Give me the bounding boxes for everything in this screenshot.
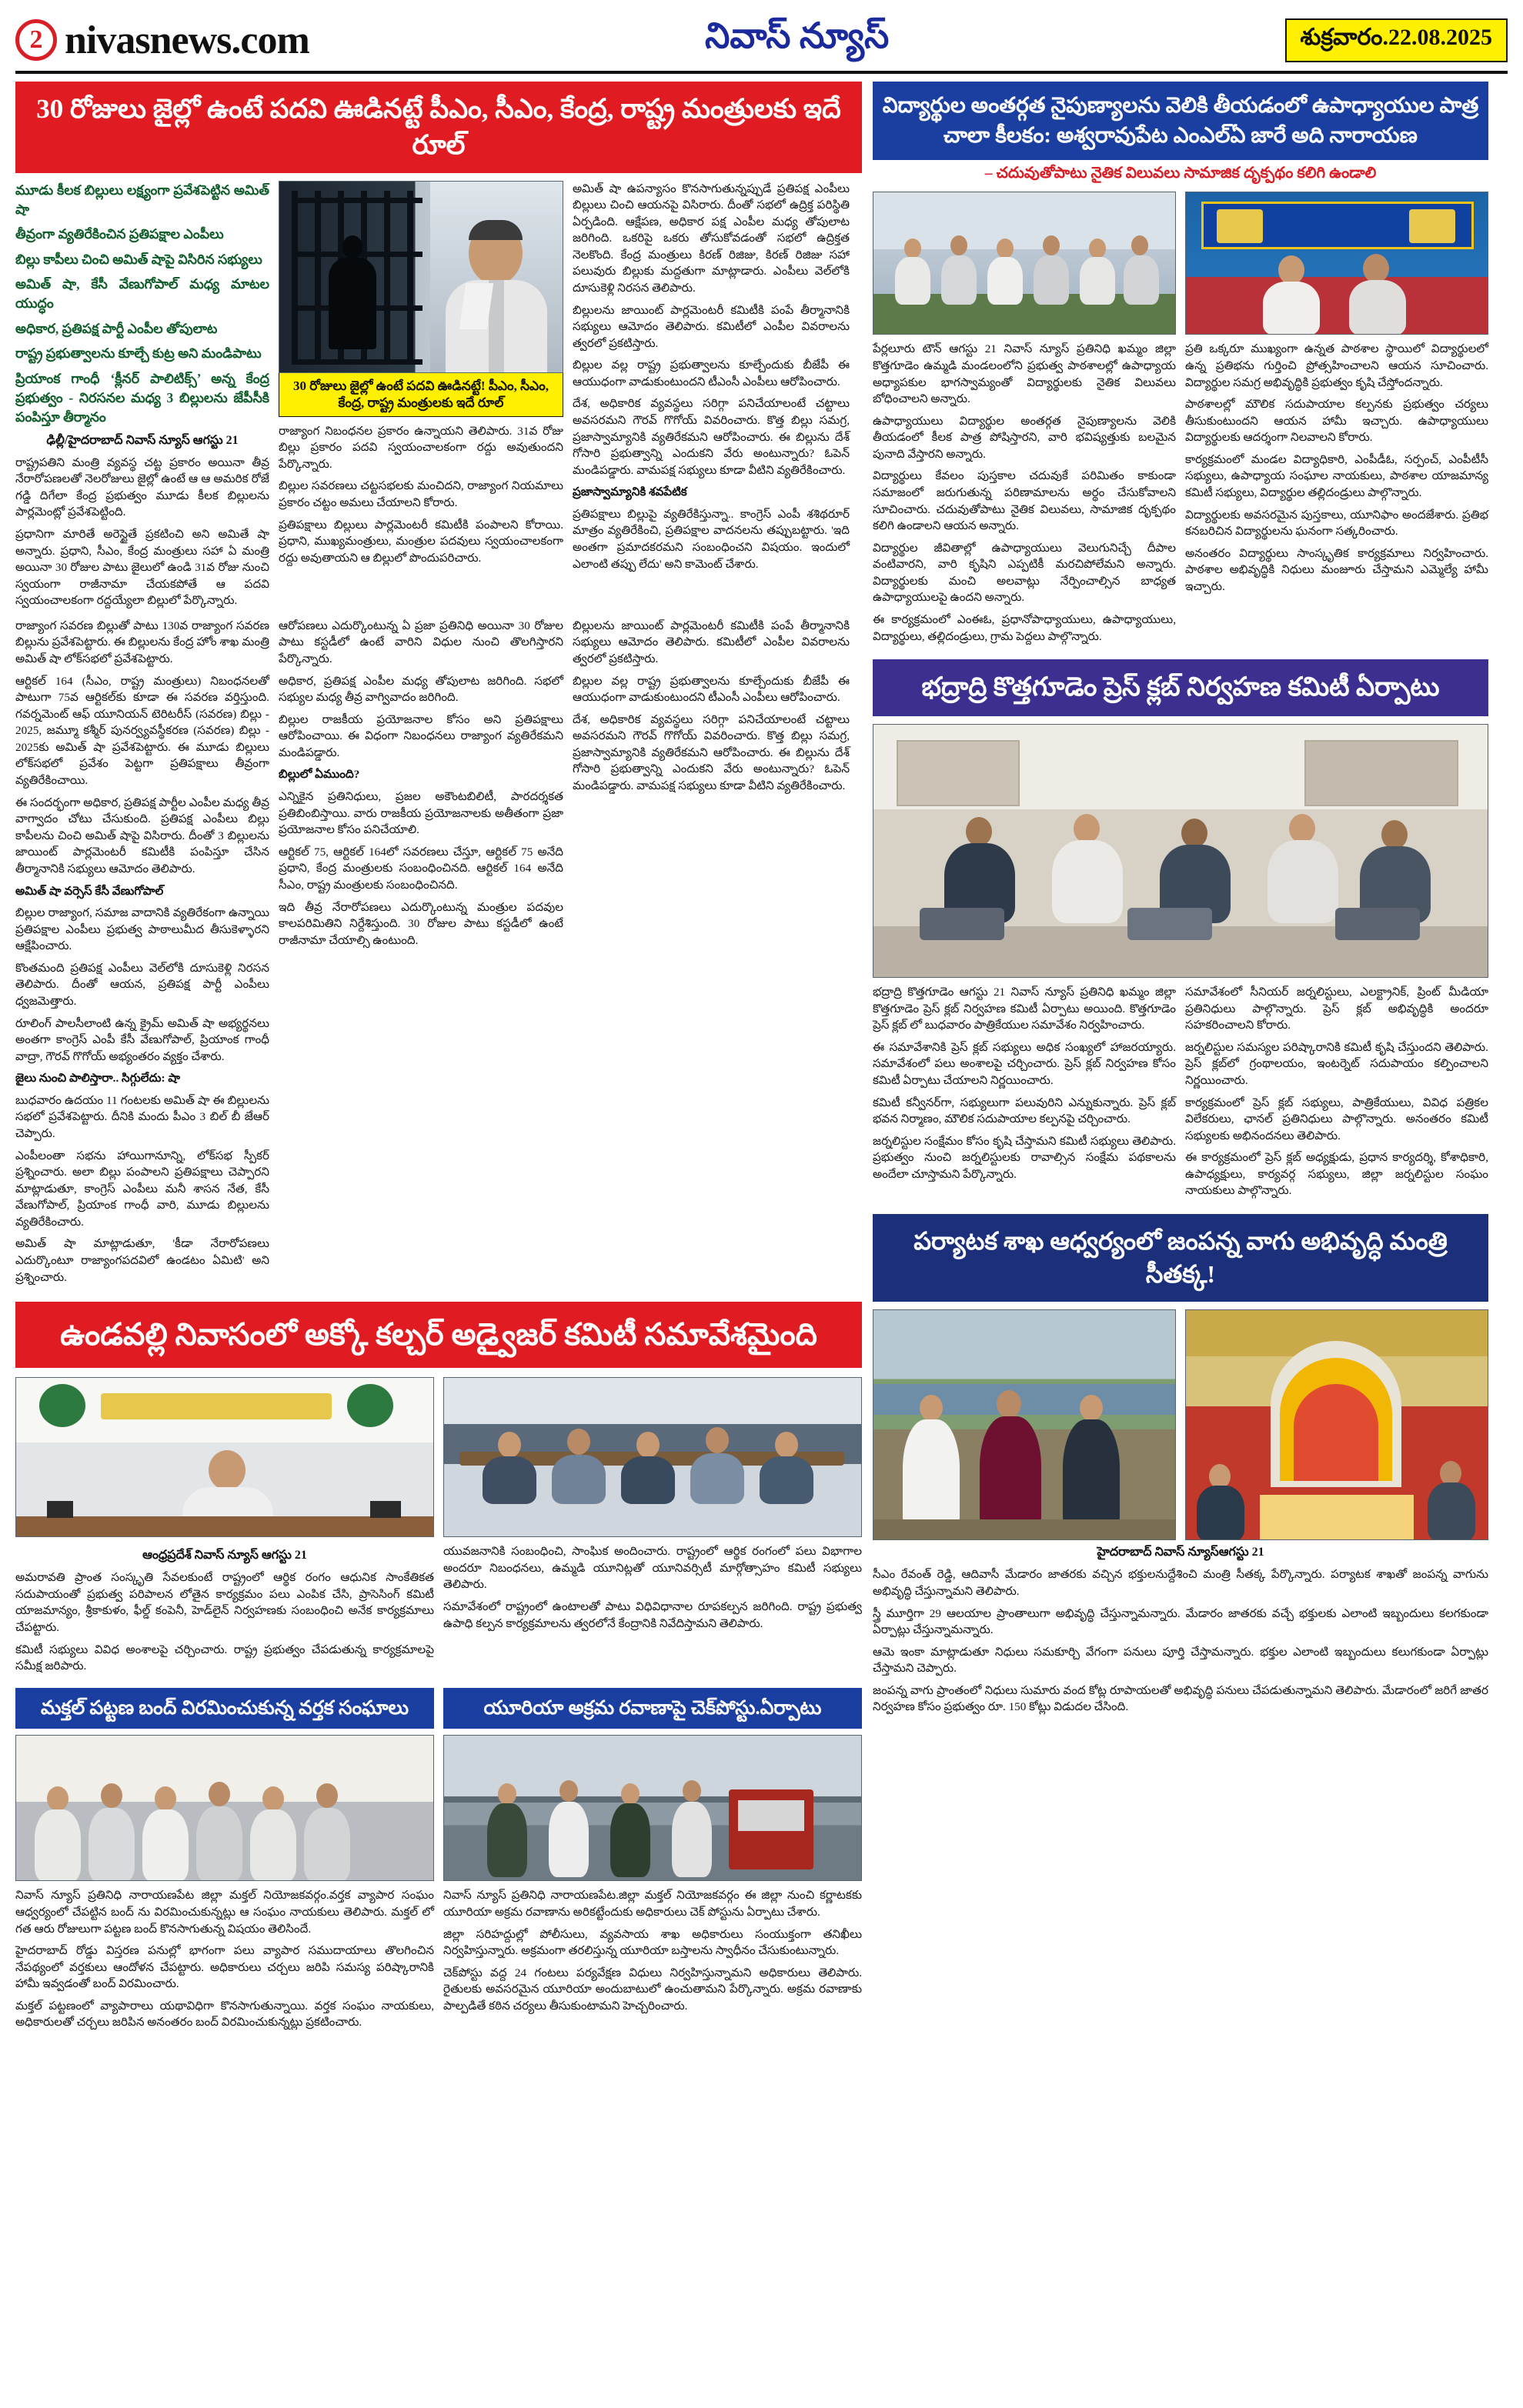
undavalli-col2 xyxy=(443,1543,862,1679)
lead-col1-p3: ఆర్టికల్ 164 (సీఎం, రాష్ట్ర మంత్రులు) నిబంధనలతో పాటుగా 75వ ఆర్టికల్‌కు కూడా ఈ సవరణ వర్తిస్తుంది. గవర్నమెంట్ ఆఫ్ యూనియన్ టెరిటరీస్ (సవరణ) బిల్లు - 2025, జమ్మూ కశ్మీర్ పునర్వ్యవస్థీకరణ (సవరణ) బిల్లు - 2025కు అమిత్ షా ప్రవేశపెట్టారు. ఈ మూడు బిల్లులు లోక్‌సభలో ప్రవేశం పెట్టగా ప్రతిపక్షాలు తీవ్రంగా వ్యతిరేకించాయి. xyxy=(15,674,269,788)
lead-col2b-p1: ఆర్టికల్ 75, ఆర్టికల్ 164లో సవరణలు చేస్తూ, ఆర్టికల్ 75 అనేది ప్రధాని, కేంద్ర మంత్రులకు సంబంధించినది. ఆర్టికల్ 164 అనేది సీఎం, రాష్ట్ర మంత్రులకు సంబంధించినది. xyxy=(279,845,563,892)
lead-col1b-p2: రూలింగ్ పాలసీలాంటి ఉన్న క్రైమ్ అమిత్ షా అభ్యర్థనలు అంతగా కాంగ్రెస్ ఎంపీ కేసీ వేణుగోపాల్, ప్రియాంక గాంధీ వాద్రా, గౌరవ్ గొగోయ్ అభ్యంతరం వ్యక్తం చేశారు. xyxy=(15,1016,269,1063)
makthal-p2: మక్తల్ పట్టణంలో వ్యాపారాలు యథావిధిగా కొనసాగుతున్నాయి. వర్తక సంఘం నాయకులు, అధికారులతో చర్చలు జరిపిన అనంతరం బంద్ విరమించుకున్నట్లు ప్రకటించారు. xyxy=(15,1999,434,2029)
teachers-col2-p2: కార్యక్రమంలో మండల విద్యాధికారి, ఎంపీడీఓ, సర్పంచ్, ఎంపీటీసీ సభ్యులు, ఉపాధ్యాయ సంఘాల నాయకులు, పాఠశాల యాజమాన్య కమిటీ సభ్యులు, విద్యార్థుల తల్లిదండ్రులు పాల్గొన్నారు. xyxy=(1185,452,1488,499)
lead-photo-caption: 30 రోజులు జైల్లో ఉంటే పదవి ఊడినట్టే! పీఎం, సీఎం, కేంద్ర, రాష్ట్ర మంత్రులకు ఇదే రూల్ xyxy=(279,373,563,417)
lead-col3-p0: అమిత్ షా ఉపన్యాసం కొనసాగుతున్నప్పుడే ప్రతిపక్ష ఎంపీలు బిల్లులు చించి ఆయనపై విసిరారు. దీంతో సభలో ఉద్రిక్త పరిస్థితి ఏర్పడింది. ఆక్షేపణ, అధికార పక్ష ఎంపీల మధ్య తోపులాట జరిగింది. ఒకరిపై ఒకరు తోసుకోవడంతో సభలో ఉద్రిక్తత నెలకొంది. కేంద్ర మంత్రులు కిరణ్ రిజిజు, కిరణ్ రిజిజు సహా పలువురు బిల్లుకు మద్దతుగా మాట్లాడారు. ఎంపీలు వెల్‌లోకి దూసుకెళ్లి నిరసన తెలిపారు. xyxy=(573,182,850,295)
teachers-photo-2 xyxy=(1185,192,1488,335)
undavalli-col1-p1: కమిటీ సభ్యులు వివిధ అంశాలపై చర్చించారు. రాష్ట్ర ప్రభుత్వం చేపడుతున్న కార్యక్రమాలపై సమీక్ష జరిపారు. xyxy=(15,1643,434,1673)
teachers-col1-p0: పేర్లలూరు టౌన్ ఆగస్టు 21 నివాస్ న్యూస్ ప్రతినిధి ఖమ్మం జిల్లా కొత్తగూడెం ఉమ్మడి మండలంలోని ప్రభుత్వ పాఠశాలల్లో ఉపాధ్యాయ అధ్యాపకుల భాగస్వామ్యంతో విద్యార్థులకు నైతిక విలువలు బోధించాలని అన్నారు. xyxy=(873,342,1176,406)
teachers-col1-p4: ఈ కార్యక్రమంలో ఎంఈఓ, ప్రధానోపాధ్యాయులు, ఉపాధ్యాయులు, విద్యార్థులు, తల్లిదండ్రులు, గ్రామ పెద్దలు పాల్గొన్నారు. xyxy=(873,613,1176,643)
masthead xyxy=(15,14,1508,74)
lead-photo-column xyxy=(279,181,563,615)
page-body xyxy=(15,82,1508,2036)
undavalli-col1 xyxy=(15,1543,434,1679)
teachers-subhead: – చదువుతోపాటు నైతిక విలువలు సామాజిక దృక్పథం కలిగి ఉండాలి xyxy=(984,165,1377,182)
teachers-col1-p2: విద్యార్థులు కేవలం పుస్తకాల చదువుకే పరిమితం కాకుండా సమాజంలో జరుగుతున్న పరిణామాలను అర్థం చేసుకోవాలని సూచించారు. చదువుతోపాటు నైతిక విలువలు, సామాజిక దృక్పథం కలిగి ఉండాలని ఆయన అన్నారు. xyxy=(873,469,1176,533)
press-club-photo xyxy=(873,724,1488,978)
lead-col2-p0: రాజ్యాంగ నిబంధనల ప్రకారం ఉన్నాయని తెలిపారు. 31వ రోజు బిల్లు ప్రకారం పదవి స్వయంచాలకంగా రద్దు అవుతుందని పేర్కొన్నారు. xyxy=(279,424,563,471)
masthead-left xyxy=(15,18,309,63)
lead-col1-p1: ప్రధానిగా మారితే అరెస్టైతే ప్రకటించి అని అమితే షా అన్నారు. ప్రధాని, సీఎం, కేంద్ర మంత్రులు సహా ఏ మంత్రి అయినా 30 రోజుల పాటు జైలులో ఉండి 31వ రోజు నుంచి స్వయంగా రాజీనామా చేయకపోతే ఆ పదవి స్వయంచాలకంగా రద్దయ్యేలా బిల్లులో పేర్కొన్నారు. xyxy=(15,527,269,608)
lead-bullet-6: ప్రియాంక గాంధీ ‘క్లీనర్ పాలిటిక్స్’ అన్న కేంద్ర ప్రభుత్వం - నిరసనల మధ్య 3 బిల్లులను జేపీసీకి పంపిస్తూ తీర్మానం xyxy=(15,370,269,425)
press-club-text xyxy=(873,984,1488,1205)
urea-photo xyxy=(443,1735,862,1881)
lead-col3-p2: బిల్లుల వల్ల రాష్ట్ర ప్రభుత్వాలను కూల్చేందుకు బీజేపీ ఈ ఆయుధంగా వాడుకుంటుందని టీఎంసీ ఎంపీలు ఆరోపించారు. xyxy=(573,359,850,389)
press-club-col2-p3: ఈ కార్యక్రమంలో ప్రెస్ క్లబ్ అధ్యక్షుడు, ప్రధాన కార్యదర్శి, కోశాధికారి, ఉపాధ్యక్షులు, కార్యవర్గ సభ్యులు, జిల్లా జర్నలిస్టుల సంఘం నాయకులు పాల్గొన్నారు. xyxy=(1185,1151,1488,1198)
teachers-col1-p3: విద్యార్థుల జీవితాల్లో ఉపాధ్యాయులు వెలుగునిచ్చే దీపాల వంటివారని, వారి కృషిని ఎప్పటికీ మరచిపోలేమని అన్నారు. విద్యార్థులకు మంచి అలవాట్లు నేర్పించాల్సిన బాధ్యత ఉపాధ్యాయులపై ఉందని అన్నారు. xyxy=(873,541,1176,605)
lead-byline: ఢిల్లీ/హైదరాబాద్ నివాస్ న్యూస్ ఆగస్టు 21 xyxy=(46,433,239,447)
press-club-col1 xyxy=(873,984,1176,1205)
teachers-col2-p1: పాఠశాలల్లో మౌలిక సదుపాయాల కల్పనకు ప్రభుత్వం చర్యలు తీసుకుంటుందని ఆయన హామీ ఇచ్చారు. ఉపాధ్యాయులు విద్యార్థులకు ఆదర్శంగా నిలవాలని కోరారు. xyxy=(1185,398,1488,445)
teachers-col1-p1: ఉపాధ్యాయులు విద్యార్థుల అంతర్గత నైపుణ్యాలను వెలికి తీయడంలో కీలక పాత్ర పోషిస్తారని, వారి భవిష్యత్తుకు బలమైన పునాది వేస్తారని అన్నారు. xyxy=(873,414,1176,461)
undavalli-col1-p0: అమరావతి ప్రాంత సంస్కృతి సేవలకుంటే రాష్ట్రంలో ఆర్థిక రంగం ఆధునిక సాంకేతికత సదుపాయంతో ప్రభుత్వ పరిపాలన లోతైన కార్యక్రమం పలు ఎంపిక చేసి, ప్రాసెసింగ్ కమిటీ యాజమాన్యం, శ్రీకాకుళం, ఫీల్డ్ కంపెనీ, హెడ్‌లైన్ నిర్వహణకు సంబంధించి అనేక కార్యక్రమాలు చేపట్టారు. xyxy=(15,1571,434,1634)
teachers-col2-p3: విద్యార్థులకు అవసరమైన పుస్తకాలు, యూనిఫాం అందజేశారు. ప్రతిభ కనబరిచిన విద్యార్థులను ఘనంగా సత్కరించారు. xyxy=(1185,508,1488,539)
lead-col2b-p0: ఎన్నికైన ప్రతినిధులు, ప్రజల అకౌంటబిలిటీ, పారదర్శకత ప్రతిబింబిస్తాయి. వారు రాజకీయ ప్రయోజనాలకు అతీతంగా ప్రజా ప్రయోజనాల కోసం పనిచేయాలి. xyxy=(279,790,563,837)
date-badge: శుక్రవారం.22.08.2025 xyxy=(1285,18,1508,62)
press-club-col1-p1: ఈ సమావేశానికి ప్రెస్ క్లబ్ సభ్యులు అధిక సంఖ్యలో హాజరయ్యారు. సమావేశంలో పలు అంశాలపై చర్చించారు. ప్రెస్ క్లబ్ నిర్వహణ కోసం కమిటీ ఏర్పాటు చేయాలని నిర్ణయించారు. xyxy=(873,1040,1176,1087)
lead-bullet-1: తీవ్రంగా వ్యతిరేకించిన ప్రతిపక్షాల ఎంపీలు xyxy=(15,226,224,242)
lead-col3b-p0: ప్రతిపక్షాలు బిల్లుపై వ్యతిరేకిస్తున్నా.. కాంగ్రెస్ ఎంపీ శశిథరూర్ మాత్రం వ్యతిరేకించి, ప్రతిపక్షాల వాదనలను తప్పుబట్టారు. 'ఇది అంతగా ప్రమాదకరమని సంబంధించని విషయం. ఇందులో ఎలాంటి తప్పు లేదు' అని కామెంట్ చేశారు. xyxy=(573,507,850,571)
teachers-col2-p4: అనంతరం విద్యార్థులు సాంస్కృతిక కార్యక్రమాలు నిర్వహించారు. పాఠశాల అభివృద్ధికి నిధులు మంజూరు చేస్తామని ఎమ్మెల్యే హామీ ఇచ్చారు. xyxy=(1185,546,1488,593)
lead-story-top xyxy=(15,181,862,615)
lead-col2-p4: అధికార, ప్రతిపక్ష ఎంపీల మధ్య తోపులాట జరిగింది. సభలో సభ్యుల మధ్య తీవ్ర వాగ్వివాదం జరిగింది. xyxy=(279,674,563,705)
urea-headline: యూరియా అక్రమ రవాణాపై చెక్‌పోస్టు.ఏర్పాటు xyxy=(443,1688,862,1729)
lead-col3-extra-0: బిల్లులను జాయింట్ పార్లమెంటరీ కమిటీకి పంపే తీర్మానానికి సభ్యులు ఆమోదం తెలిపారు. కమిటీలో ఎంపీల వివరాలను త్వరలో ప్రకటిస్తారు. xyxy=(573,619,850,665)
bottom-small-stories xyxy=(15,1688,862,2036)
lead-col3-p1: బిల్లులను జాయింట్ పార్లమెంటరీ కమిటీకి పంపే తీర్మానానికి సభ్యులు ఆమోదం తెలిపారు. కమిటీలో ఎంపీల వివరాలను త్వరలో ప్రకటిస్తారు. xyxy=(573,303,850,350)
undavalli-photo-2 xyxy=(443,1377,862,1537)
edition-number-badge: 2 xyxy=(15,19,57,61)
undavalli-byline: ఆంధ్రప్రదేశ్ నివాస్ న్యూస్ ఆగస్టు 21 xyxy=(142,1549,307,1563)
right-column xyxy=(873,82,1488,2036)
makthal-photo xyxy=(15,1735,434,1881)
makthal-headline: మక్తల్ పట్టణ బంద్ విరమించుకున్న వర్తక సంఘాలు xyxy=(15,1688,434,1729)
lead-bottom-col3 xyxy=(573,618,850,1291)
tourism-photo-2 xyxy=(1185,1309,1488,1540)
lead-bullet-0: మూడు కీలక బిల్లులు లక్ష్యంగా ప్రవేశపెట్టిన అమిత్ షా xyxy=(15,182,269,217)
tourism-photo-row xyxy=(873,1309,1488,1540)
urea-p1: జిల్లా సరిహద్దుల్లో పోలీసులు, వ్యవసాయ శాఖ అధికారులు సంయుక్తంగా తనిఖీలు నిర్వహిస్తున్నారు. అక్రమంగా తరలిస్తున్న యూరియా బస్తాలను స్వాధీనం చేసుకుంటున్నారు. xyxy=(443,1927,862,1958)
left-column xyxy=(15,82,862,2036)
lead-col2b-p2: ఇది తీవ్ర నేరారోపణలు ఎదుర్కొంటున్న మంత్రుల పదవుల కాలపరిమితిని నిర్దేశిస్తుంది. 30 రోజుల పాటు కస్టడీలో ఉంటే రాజీనామా చేయాల్సి ఉంటుంది. xyxy=(279,900,563,947)
teachers-photo-row xyxy=(873,192,1488,335)
makthal-story xyxy=(15,1688,434,2036)
press-club-col2-p0: సమావేశంలో సీనియర్ జర్నలిస్టులు, ఎలక్ట్రానిక్, ప్రింట్ మీడియా ప్రతినిధులు పాల్గొన్నారు. ప్రెస్ క్లబ్ అభివృద్ధికి అందరూ సహకరించాలని కోరారు. xyxy=(1185,986,1488,1032)
undavalli-col2-p0: యువజనానికి సంబంధించి, సాంఘిక అందించారు. రాష్ట్రంలో ఆర్థిక రంగంలో పలు విభాగాల అందరూ నిబంధనలు, ఉమ్మడి యూనిట్లతో యూనివర్సిటీ మార్గోత్సాహం కమిటీ సభ్యులు తెలిపారు. xyxy=(443,1545,862,1592)
urea-p2: చెక్‌పోస్టు వద్ద 24 గంటలు పర్యవేక్షణ విధులు నిర్వహిస్తున్నామని అధికారులు తెలిపారు. రైతులకు అవసరమైన యూరియా అందుబాటులో ఉంచుతామని పేర్కొన్నారు. అక్రమ రవాణాకు పాల్పడితే కఠిన చర్యలు తీసుకుంటామని హెచ్చరించారు. xyxy=(443,1966,862,2013)
urea-p0: నివాస్ న్యూస్ ప్రతినిధి నారాయణపేట.జిల్లా మక్తల్ నియోజకవర్గం ఈ జిల్లా నుంచి కర్ణాటకకు యూరియా అక్రమ రవాణాను అరికట్టేందుకు అధికారులు చెక్ పోస్టును ఏర్పాటు చేశారు. xyxy=(443,1889,862,1919)
undavalli-text xyxy=(15,1543,862,1679)
undavalli-photo-1 xyxy=(15,1377,434,1537)
lead-col1b-p0: బిల్లుల రాజ్యాంగ, సమాజ వాదానికి వ్యతిరేకంగా ఉన్నాయి ప్రతిపక్షాల ఎంపీలు ప్రభుత్వ పాఠాలుమీద తీసుకెళ్ళారని ఆక్షేపించారు. xyxy=(15,906,269,953)
lead-col1b-p1: కొంతమంది ప్రతిపక్ష ఎంపీలు వెల్‌లోకి దూసుకెళ్లి నిరసన తెలిపారు. దీంతో ఆయన, ప్రతిపక్ష పార్టీ ఎంపీలు ధ్వజమెత్తారు. xyxy=(15,961,269,1008)
lead-col1b-p4: బుధవారం ఉదయం 11 గంటలకు అమిత్ షా ఈ బిల్లులను సభలో ప్రవేశపెట్టారు. దీనికి మందు పీఎం 3 బిల్ బీ జేఆర్ చెప్పారు. xyxy=(15,1093,269,1141)
press-club-col1-p3: జర్నలిస్టుల సంక్షేమం కోసం కృషి చేస్తామని కమిటీ సభ్యులు తెలిపారు. ప్రభుత్వం నుంచి జర్నలిస్టులకు రావాల్సిన సంక్షేమ పథకాలను అందేలా చూస్తామని పేర్కొన్నారు. xyxy=(873,1134,1176,1181)
lead-col1b-p6: అమిత్ షా మాట్లాడుతూ, 'కీడా నేరారోపణలు ఎదుర్కొంటూ రాజ్యాంగపదవిలో ఉండటం ఏమిటి' అని ప్రశ్నించారు. xyxy=(15,1237,269,1284)
teachers-col2 xyxy=(1185,341,1488,650)
lead-headline: 30 రోజులు జైల్లో ఉంటే పదవి ఊడినట్టే పీఎం, సీఎం, కేంద్ర, రాష్ట్ర మంత్రులకు ఇదే రూల్ xyxy=(15,82,862,173)
press-club-col1-p0: భద్రాద్రి కొత్తగూడెం ఆగస్టు 21 నివాస్ న్యూస్ ప్రతినిధి ఖమ్మం జిల్లా కొత్తగూడెం ప్రెస్ క్లబ్ నిర్వహణ కమిటీ ఏర్పాటు అయింది. కొత్తగూడెం ప్రెస్ క్లబ్ లో బుధవారం పాత్రికేయుల సమావేశం నిర్వహించారు. xyxy=(873,986,1176,1032)
lead-col3-extra-2: దేశ, అధికారిక వ్యవస్థలు సరిగ్గా పనిచేయాలంటే చట్టాలు అవసరమని గౌరవ్ గొగోయ్ వివరించారు. కొత్త బిల్లు సమగ్ర, ప్రజాస్వామ్యానికి వ్యతిరేకమని ఆరోపించారు. ఈ బిల్లును దేశ్ గోసారి ప్రభుత్వాన్ని ఎందుకని వేరు అంటున్నారు? ఓపెన్ మండిపడ్డారు. వామపక్ష సభ్యులు కూడా వీటిని వ్యతిరేకించారు. xyxy=(573,712,850,793)
lead-col2-p3: ఆరోపణలు ఎదుర్కొంటున్న ఏ ప్రజా ప్రతినిధి అయినా 30 రోజుల పాటు కస్టడీలో ఉంటే వారిని విధుల నుంచి తొలగిస్తారని పేర్కొన్నారు. xyxy=(279,619,563,665)
lead-col1-p4: ఈ సందర్భంగా అధికార, ప్రతిపక్ష పార్టీల ఎంపీల మధ్య తీవ్ర వాగ్వాదం చోటు చేసుకుంది. ప్రతిపక్ష ఎంపీలు బిల్లు కాపీలను చించి అమిత్ షాపై విసిరారు. దీంతో 3 బిల్లులను జాయింట్ పార్లమెంటరీ కమిటీకి పంపిస్తూ చేసిన తీర్మానానికి సభ్యులు ఆమోదం తెలిపారు. xyxy=(15,795,269,875)
lead-col1-subhead: అమిత్ షా వర్సెస్ కేసీ వేణుగోపాల్ xyxy=(15,884,164,898)
undavalli-col2-p1: సమావేశంలో రాష్ట్రంలో ఉంటాలతో పాటు విధివిధానాల రూపకల్పన జరిగింది. రాష్ట్ర ప్రభుత్వ ఉపాధి కల్పన కార్యక్రమాలను త్వరలోనే కేంద్రానికి నివేదిస్తామని తెలిపారు. xyxy=(443,1599,862,1630)
tourism-p0: సీఎం రేవంత్ రెడ్డి, ఆదివాసీ మేడారం జాతరకు వచ్చిన భక్తులనుద్దేశించి మంత్రి సీతక్క పేర్కొన్నారు. పర్యాటక శాఖతో జంపన్న వాగును అభివృద్ధి చేస్తున్నామని తెలిపారు. xyxy=(873,1568,1488,1598)
undavalli-photo-row xyxy=(15,1377,862,1537)
lead-col2-p5: బిల్లుల రాజకీయ ప్రయోజనాల కోసం అని ప్రతిపక్షాలు ఆరోపించాయి. ఈ విధంగా నిబంధనలు రాజ్యాంగ వ్యతిరేకమని మండిపడ్డారు. xyxy=(279,712,563,759)
tourism-photo-1 xyxy=(873,1309,1176,1540)
tourism-text xyxy=(873,1566,1488,1721)
teachers-text xyxy=(873,341,1488,650)
lead-bullets-column xyxy=(15,181,269,615)
lead-col1-p0: రాష్ట్రపతిని మంత్రి వ్యవస్థ చట్ట ప్రకారం అయినా తీవ్ర నేరారోపణలతో నెలరోజులు జైల్లో ఉంటే ఆ ఆ అమరిక రోజే గడ్డి దిగేలా కేంద్ర ప్రభుత్వం మూడు కీలక బిల్లులను పార్లమెంట్లో ప్రవేశపెట్టింది. xyxy=(15,455,269,519)
makthal-p0: నివాస్ న్యూస్ ప్రతినిధి నారాయణపేట జిల్లా మక్తల్ నియోజకవర్గం.వర్తక వ్యాపార సంఘం ఆధ్వర్యంలో చేపట్టిన బంద్ ను విరమించుకున్నట్లు ఆ సంఘం నాయకులు తెలిపారు. మక్తల్ లో గత ఆరు రోజులుగా పట్టణ బంద్ కొనసాగుతున్న విషయం తెలిసిందే. xyxy=(15,1889,434,1936)
lead-bullet-4: అధికార, ప్రతిపక్ష పార్టీ ఎంపీల తోపులాట xyxy=(15,320,218,336)
lead-col2-subhead: బిల్లులో ఏముంది? xyxy=(279,768,360,782)
urea-story xyxy=(443,1688,862,2036)
lead-text-column-3 xyxy=(573,181,850,615)
lead-bottom-col1 xyxy=(15,618,269,1291)
press-club-col1-p2: కమిటీ కన్వీనర్‌గా, సభ్యులుగా పలువురిని ఎన్నుకున్నారు. ప్రెస్ క్లబ్ భవన నిర్మాణం, మౌలిక సదుపాయాల కల్పనపై చర్చించారు. xyxy=(873,1096,1176,1126)
paper-title: నివాస్ న్యూస్ xyxy=(705,15,890,55)
lead-col3-extra-1: బిల్లుల వల్ల రాష్ట్ర ప్రభుత్వాలను కూల్చేందుకు బీజేపీ ఈ ఆయుధంగా వాడుకుంటుందని టీఎంసీ ఎంపీలు ఆరోపించారు. xyxy=(573,674,850,705)
press-club-col2 xyxy=(1185,984,1488,1205)
tourism-headline: పర్యాటక శాఖ ఆధ్వర్యంలో జంపన్న వాగు అభివృద్ధి మంత్రి సీతక్క! xyxy=(873,1214,1488,1302)
lead-col1b-p3: జైలు నుంచి పాలిస్తారా.. సిగ్గులేదు: షా xyxy=(15,1072,181,1086)
tourism-p1: స్త్రీ మూర్తిగా 29 ఆలయాల ప్రాంతాలుగా అభివృద్ధి చేస్తున్నామన్నారు. మేడారం జాతరకు వచ్చే భక్తులకు ఎలాంటి ఇబ్బందులు కలగకుండా ఏర్పాట్లు చేస్తున్నామన్నారు. xyxy=(873,1606,1488,1637)
press-club-col2-p2: కార్యక్రమంలో ప్రెస్ క్లబ్ సభ్యులు, పాత్రికేయులు, వివిధ పత్రికల విలేకరులు, ఛానల్ ప్రతినిధులు పాల్గొన్నారు. అనంతరం కమిటీ సభ్యులకు అభినందనలు తెలిపారు. xyxy=(1185,1096,1488,1142)
lead-bullet-2: బిల్లు కాపీలు చించి అమిత్ షాపై విసిరిన సభ్యులు xyxy=(15,251,262,267)
tourism-col1 xyxy=(873,1566,1488,1721)
teachers-col1 xyxy=(873,341,1176,650)
lead-col2-p2: ప్రతిపక్షాలు బిల్లులు పార్లమెంటరీ కమిటీకి పంపాలని కోరాయి. ప్రధాని, ముఖ్యమంత్రులు, మంత్రుల పదవులు స్వయంచాలకంగా రద్దు అవుతాయని ఆ బిల్లులో పొందుపరిచారు. xyxy=(279,518,563,565)
press-club-col2-p1: జర్నలిస్టుల సమస్యల పరిష్కారానికి కమిటీ కృషి చేస్తుందని తెలిపారు. ప్రెస్ క్లబ్‌లో గ్రంథాలయం, ఇంటర్నెట్ సదుపాయం కల్పించాలని నిర్ణయించారు. xyxy=(1185,1040,1488,1087)
teachers-headline: విద్యార్థుల అంతర్గత నైపుణ్యాలను వెలికి తీయడంలో ఉపాధ్యాయుల పాత్ర చాలా కీలకం: అశ్వరావుపేట ఎంఎల్‌ఏ జారే అది నారాయణ xyxy=(873,82,1488,160)
lead-col2-p1: బిల్లుల సవరణలు చట్టసభలకు మంచిదని, రాజ్యాంగ నియమాలు ప్రకారం చట్టం అమలు చేయాలని కోరారు. xyxy=(279,479,563,509)
lead-bullet-5: రాష్ట్ర ప్రభుత్వాలను కూల్చే కుట్ర అని మండిపాటు xyxy=(15,345,262,362)
lead-col3-p3: దేశ, అధికారిక వ్యవస్థలు సరిగ్గా పనిచేయాలంటే చట్టాలు అవసరమని గౌరవ్ గొగోయ్ వివరించారు. కొత్త బిల్లు సమగ్ర, ప్రజాస్వామ్యానికి వ్యతిరేకమని ఆరోపించారు. ఈ బిల్లును దేశ్ గోసారి ప్రభుత్వాన్ని ఎందుకని వేరు అంటున్నారు? ఓపెన్ మండిపడ్డారు. వామపక్ష సభ్యులు కూడా వీటిని వ్యతిరేకించారు. xyxy=(573,397,850,477)
lead-photo xyxy=(279,181,563,373)
makthal-p1: హైదరాబాద్ రోడ్డు విస్తరణ పనుల్లో భాగంగా పలు వ్యాపార సముదాయాలు తొలగించిన నేపథ్యంలో వర్తకులు ఆందోళన చేపట్టారు. అధికారులు చర్చలు జరిపి సమస్య పరిష్కారానికి హామీ ఇవ్వడంతో బంద్ విరమించారు. xyxy=(15,1944,434,1991)
tourism-byline: హైదరాబాద్ నివాస్ న్యూస్‌ఆగస్టు 21 xyxy=(1097,1546,1264,1559)
site-name[interactable]: nivasnews.com xyxy=(65,18,309,62)
lead-story-bottom xyxy=(15,618,862,1291)
tourism-p3: జంపన్న వాగు ప్రాంతంలో నిధులు సుమారు వంద కోట్ల రూపాయలతో అభివృద్ధి పనులు చేపడుతున్నామని తెలిపారు. మేడారంలో జరిగే జాతర నిర్వహణ కోసం ప్రభుత్వం రూ. 150 కోట్లు విడుదల చేసింది. xyxy=(873,1683,1488,1714)
lead-bottom-col2 xyxy=(279,618,563,1291)
lead-col3-subhead: ప్రజాస్వామ్యానికి శవపేటిక xyxy=(573,485,687,499)
lead-bullet-3: అమిత్ షా, కేసీ వేణుగోపాల్ మధ్య మాటల యుద్ధం xyxy=(15,276,269,312)
undavalli-headline: ఉండవల్లి నివాసంలో అక్కో కల్చర్ అడ్వైజర్ కమిటీ సమావేశమైంది xyxy=(15,1302,862,1368)
press-club-headline: భద్రాద్రి కొత్తగూడెం ప్రెస్ క్లబ్ నిర్వహణ కమిటీ ఏర్పాటు xyxy=(873,659,1488,716)
lead-col1b-p5: ఎంపీలంతా సభను హాయిగానూన్ని, లోక్‌సభ స్పీకర్ ప్రశ్నించారు. అలా బిల్లు పంపాలని ప్రతిపక్షాలు చెప్పారని మాట్లాడుతూ, కాంగ్రెస్ ఎంపీలు మనీ శాసన నేత, కేసీ వేణుగోపాల్, ప్రియాంక గాంధీ వారి, మూడు బిల్లులను వ్యతిరేకించారు. xyxy=(15,1149,269,1229)
lead-col1-p2: రాజ్యాంగ సవరణ బిల్లుతో పాటు 130వ రాజ్యాంగ సవరణ బిల్లును ప్రవేశపెట్టారు. ఈ బిల్లులను కేంద్ర హోం శాఖ మంత్రి అమిత్ షా లోక్‌సభలో ప్రవేశపెట్టారు. xyxy=(15,619,269,665)
teachers-photo-1 xyxy=(873,192,1176,335)
tourism-p2: ఆమె ఇంకా మాట్లాడుతూ నిధులు సమకూర్చి వేగంగా పనులు పూర్తి చేస్తామన్నారు. భక్తుల ఎలాంటి ఇబ్బందులు కలుగకుండా ఏర్పాట్లు చేస్తామని చెప్పారు. xyxy=(873,1645,1488,1676)
teachers-col2-p0: ప్రతి ఒక్కరూ ముఖ్యంగా ఉన్నత పాఠశాల స్థాయిలో విద్యార్థులలో ఉన్న ప్రతిభను గుర్తించి ప్రోత్సహించాలని ఆయన సూచించారు. విద్యార్థుల సమగ్ర అభివృద్ధికి ప్రభుత్వం కృషి చేస్తోందన్నారు. xyxy=(1185,342,1488,389)
